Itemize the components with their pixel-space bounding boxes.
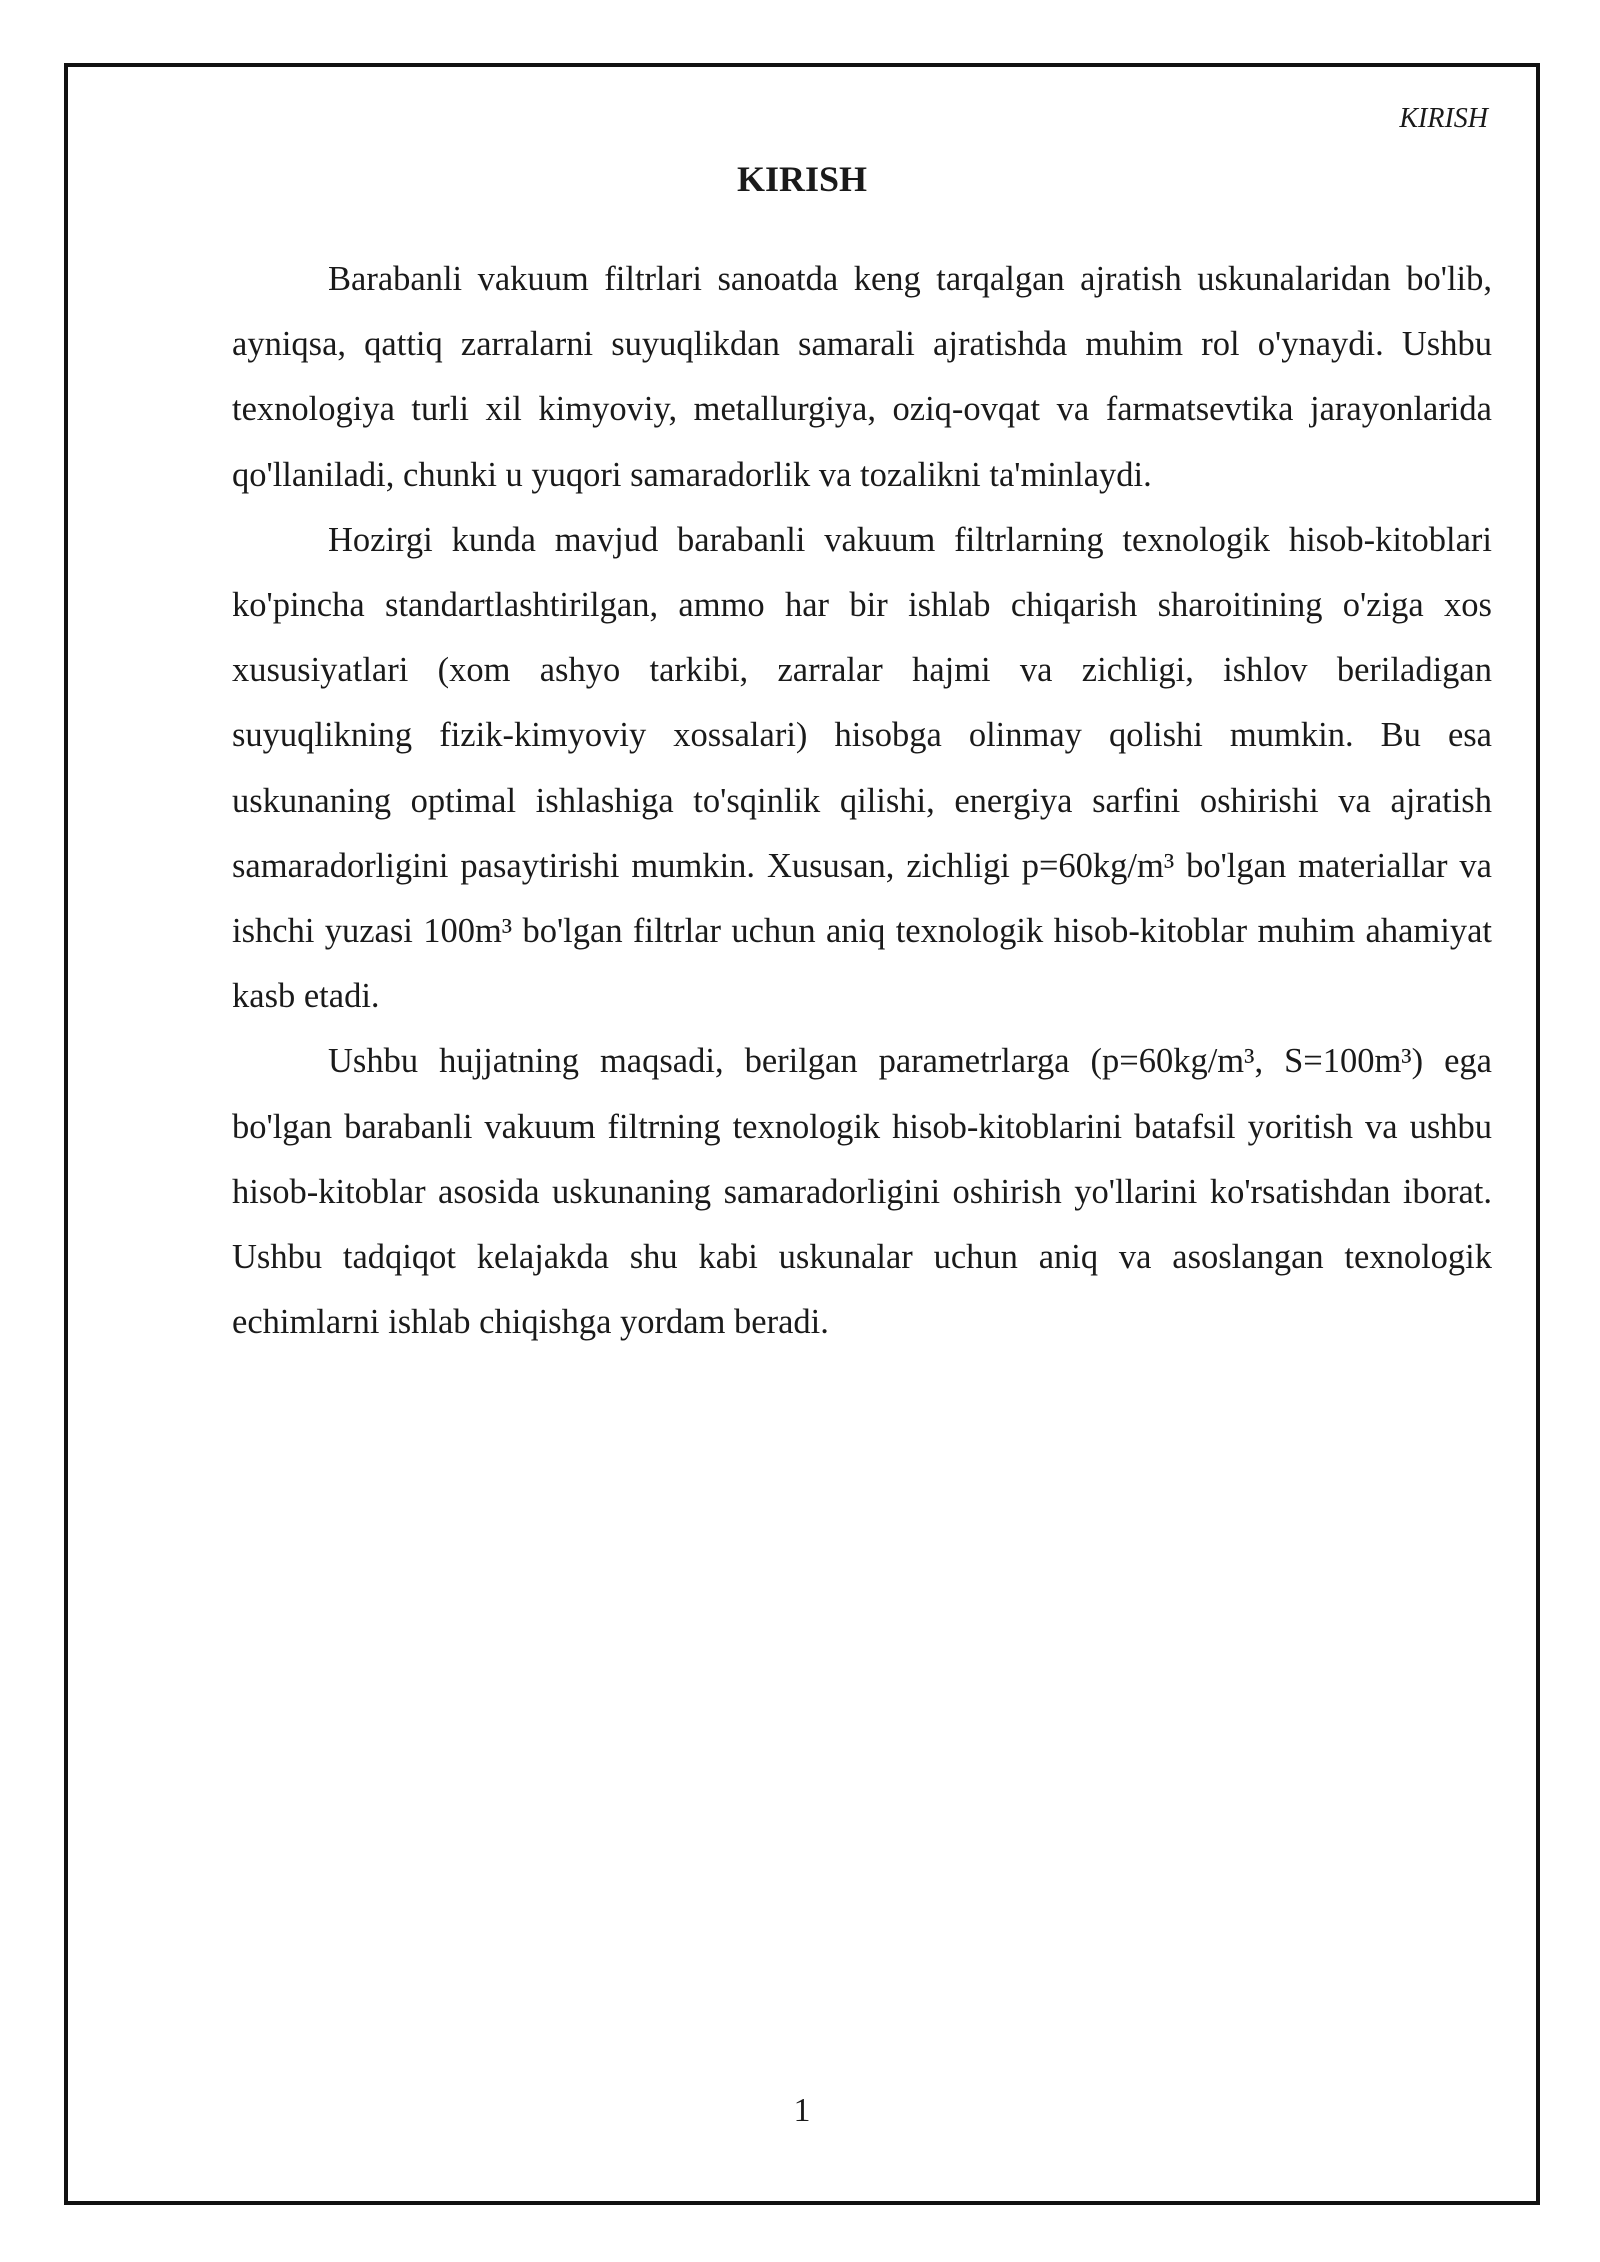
page-title: KIRISH (736, 159, 868, 199)
page-number: 1 (793, 2092, 811, 2129)
body-text (232, 247, 1492, 1355)
paragraph-3: Ushbu hujjatning maqsadi, berilgan parametrlarga (p=60kg/m³, S=100m³) ega bo'lgan barabanli vakuum filtrning texnologik hisob-kitoblarini batafsil yoritish va ushbu hisob-kitoblar asosida uskunaning samaradorligini oshirish yo'llarini ko'rsatishdan iborat. Ushbu tadqiqot kelajakda shu kabi uskunalar uchun aniq va asoslangan texnologik echimlarni ishlab chiqishga yordam beradi. (232, 1042, 1492, 1342)
paragraph-1: Barabanli vakuum filtrlari sanoatda keng tarqalgan ajratish uskunalaridan bo'lib, ayniqsa, qattiq zarralarni suyuqlikdan samarali ajratishda muhim rol o'ynaydi. Ushbu texnologiya turli xil kimyoviy, metallurgiya, oziq-ovqat va farmatsevtika jarayonlarida qo'llaniladi, chunki u yuqori samaradorlik va tozalikni ta'minlaydi. (232, 260, 1492, 494)
page-frame (64, 63, 1540, 2205)
paragraph-2: Hozirgi kunda mavjud barabanli vakuum filtrlarning texnologik hisob-kitoblari ko'pincha standartlashtirilgan, ammo har bir ishlab chiqarish sharoitining o'ziga xos xususiyatlari (xom ashyo tarkibi, zarralar hajmi va zichligi, ishlov beriladigan suyuqlikning fizik-kimyoviy xossalari) hisobga olinmay qolishi mumkin. Bu esa uskunaning optimal ishlashiga to'sqinlik qilishi, energiya sarfini oshirishi va ajratish samaradorligini pasaytirishi mumkin. Xususan, zichligi p=60kg/m³ bo'lgan materiallar va ishchi yuzasi 100m³ bo'lgan filtrlar uchun aniq texnologik hisob-kitoblar muhim ahamiyat kasb etadi. (232, 520, 1492, 1016)
running-header: KIRISH (1399, 103, 1488, 134)
